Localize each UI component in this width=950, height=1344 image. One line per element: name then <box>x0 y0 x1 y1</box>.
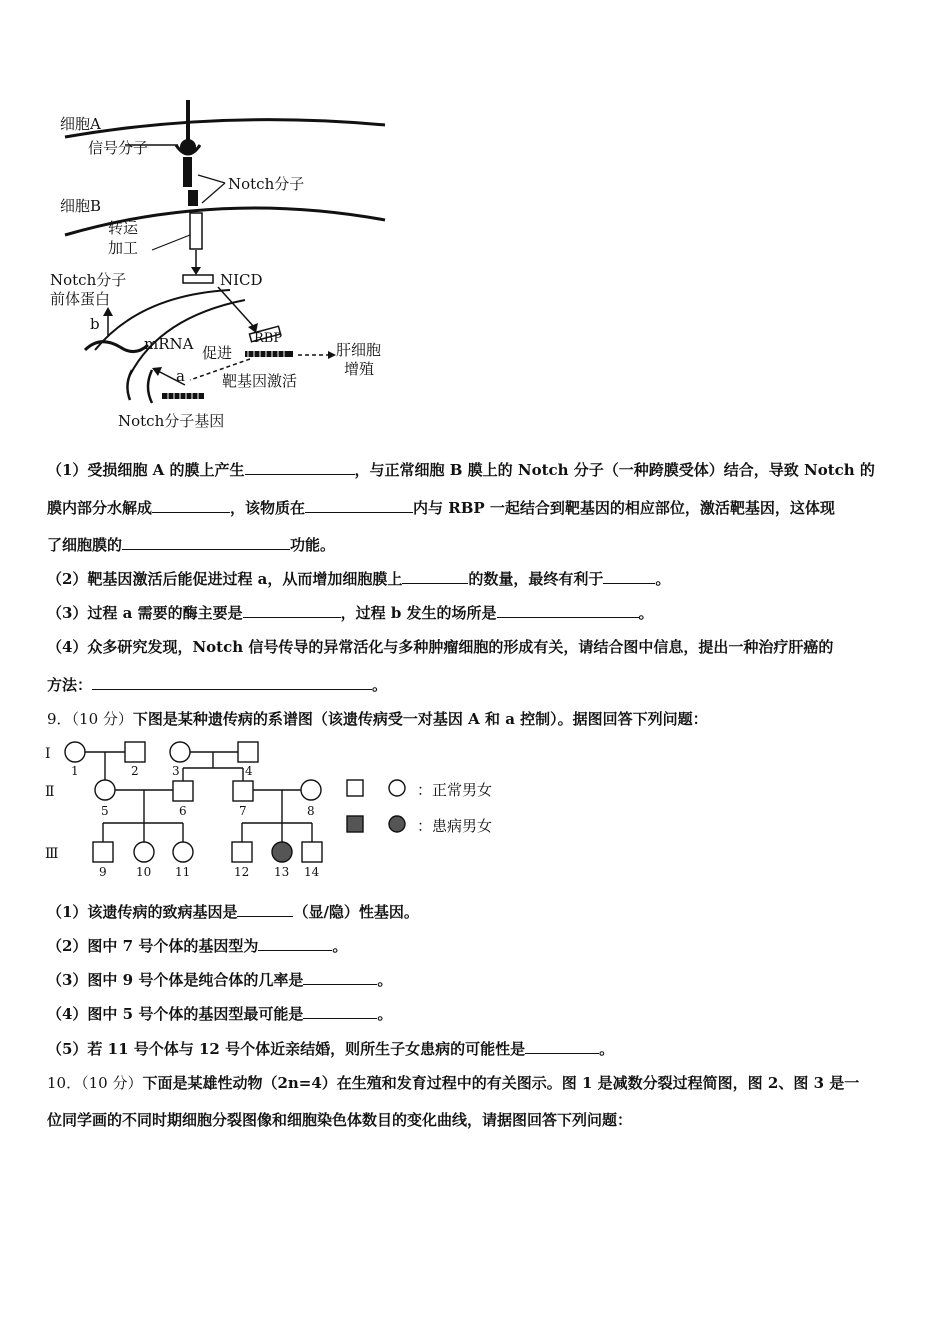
legend-normal-label: ：正常男女 <box>417 781 493 799</box>
label-rbp: RBP <box>254 331 283 346</box>
q10-stem-line2: 位同学画的不同时期细胞分裂图像和细胞染色体数目的变化曲线，请据图回答下列问题： <box>47 1111 633 1129</box>
label-b: b <box>90 315 100 333</box>
individual-12 <box>232 842 252 862</box>
q10-score: （10 分） <box>81 1074 143 1092</box>
legend-affected-label: ：患病男女 <box>417 817 493 835</box>
legend-affected-male <box>347 816 363 832</box>
label-cell-b: 细胞B <box>60 197 102 215</box>
individual-number: 7 <box>239 804 247 818</box>
pedigree-chart <box>45 738 525 883</box>
generation-label: Ⅲ <box>45 846 59 862</box>
individual-4 <box>238 742 258 762</box>
answer-blank[interactable] <box>237 902 293 917</box>
answer-blank[interactable] <box>92 675 372 690</box>
individual-number: 13 <box>274 865 290 879</box>
cell-a-membrane <box>65 120 385 137</box>
rbp-dna <box>245 351 293 357</box>
individual-number: 9 <box>99 865 107 879</box>
individual-number: 5 <box>101 804 109 818</box>
q8-p1-line1: （1）受损细胞 A 的膜上产生 ，与正常细胞 B 膜上的 Notch 分子（一种跨膜受体）结合，导致 Notch 的 <box>47 461 875 479</box>
label-liver-2: 增殖 <box>344 360 375 378</box>
q9-score: （10 分） <box>71 710 133 728</box>
answer-blank[interactable] <box>303 970 377 985</box>
notch-joint <box>188 190 198 206</box>
individual-7 <box>233 781 253 801</box>
q9-stem-text: 下图是某种遗传病的系谱图（该遗传病受一对基因 A 和 a 控制）。据图回答下列问题： <box>132 710 708 728</box>
label-process: 加工 <box>108 239 139 257</box>
individual-6 <box>173 781 193 801</box>
label-promote: 促进 <box>202 344 233 362</box>
individual-11 <box>173 842 193 862</box>
individual-number: 11 <box>175 865 191 879</box>
legend-affected-female <box>389 816 405 832</box>
label-transport: 转运 <box>108 219 139 237</box>
pedigree-art <box>45 738 525 883</box>
generation-label: Ⅰ <box>45 746 51 762</box>
individual-1 <box>65 742 85 762</box>
q8-p4-line2: 方法： 。 <box>47 676 388 694</box>
label-nicd: NICD <box>220 271 263 289</box>
individual-number: 8 <box>307 804 315 818</box>
answer-blank[interactable] <box>303 1004 377 1019</box>
q9-p3: （3）图中 9 号个体是纯合体的几率是 。 <box>47 971 393 989</box>
label-gene: Notch分子基因 <box>118 412 225 430</box>
label-notch: Notch分子 <box>228 175 305 193</box>
answer-blank[interactable] <box>305 498 413 513</box>
label-precursor-1: Notch分子 <box>50 271 127 289</box>
individual-3 <box>170 742 190 762</box>
answer-blank[interactable] <box>152 498 230 513</box>
legend-normal-female <box>389 780 405 796</box>
individual-number: 2 <box>131 764 139 778</box>
mrna-strand <box>85 342 148 352</box>
individual-number: 14 <box>304 865 320 879</box>
label-precursor-2: 前体蛋白 <box>50 290 111 308</box>
q9-p5: （5）若 11 号个体与 12 号个体近亲结婚，则所生子女患病的可能性是 。 <box>47 1040 615 1058</box>
q9-p1: （1）该遗传病的致病基因是 （显/隐）性基因。 <box>47 903 419 921</box>
answer-blank[interactable] <box>525 1039 599 1054</box>
q9-stem <box>47 709 708 729</box>
label-cell-a: 细胞A <box>60 115 101 133</box>
q9-number: 9． <box>47 710 72 728</box>
q10-stem-line1: 10．（10 分）下面是某雄性动物（2n=4）在生殖和发育过程中的有关图示。图 1 是减数分裂过程简图，图 2、图 3 是一 <box>47 1074 860 1092</box>
individual-number: 12 <box>234 865 250 879</box>
nicd-shape <box>183 275 213 283</box>
label-target: 靶基因激活 <box>222 372 298 390</box>
individual-13 <box>272 842 292 862</box>
notch-upper <box>183 157 192 187</box>
answer-blank[interactable] <box>258 936 332 951</box>
individual-number: 4 <box>245 764 253 778</box>
answer-blank[interactable] <box>402 569 468 584</box>
individual-5 <box>95 780 115 800</box>
label-mrna: mRNA <box>144 335 194 353</box>
answer-blank[interactable] <box>122 535 290 550</box>
generation-label: Ⅱ <box>45 784 55 800</box>
individual-number: 3 <box>172 764 180 778</box>
q9-p4: （4）图中 5 号个体的基因型最可能是 。 <box>47 1005 393 1023</box>
label-signal: 信号分子 <box>88 139 149 157</box>
label-liver-1: 肝细胞 <box>336 341 382 359</box>
q8-p1-line3: 了细胞膜的 功能。 <box>47 536 336 554</box>
individual-9 <box>93 842 113 862</box>
answer-blank[interactable] <box>243 603 341 618</box>
notch-lower <box>190 213 202 249</box>
q9-p2: （2）图中 7 号个体的基因型为 。 <box>47 937 348 955</box>
q8-p2: （2）靶基因激活后能促进过程 a，从而增加细胞膜上 的数量，最终有利于 。 <box>47 570 671 588</box>
individual-10 <box>134 842 154 862</box>
individual-number: 10 <box>136 865 152 879</box>
label-a: a <box>176 367 185 385</box>
q8-p4-line1: （4）众多研究发现，Notch 信号传导的异常活化与多种肿瘤细胞的形成有关，请结合图中信息，提出一种治疗肝癌的 <box>47 638 834 656</box>
individual-14 <box>302 842 322 862</box>
individual-number: 6 <box>179 804 187 818</box>
individual-8 <box>301 780 321 800</box>
legend-normal-male <box>347 780 363 796</box>
q8-p1-line2: 膜内部分水解成 ，该物质在 内与 RBP 一起结合到靶基因的相应部位，激活靶基因，这体现 <box>47 499 835 517</box>
answer-blank[interactable] <box>603 569 655 584</box>
individual-number: 1 <box>71 764 79 778</box>
answer-blank[interactable] <box>497 603 639 618</box>
answer-blank[interactable] <box>245 460 355 475</box>
q10-number: 10． <box>47 1074 82 1092</box>
q8-p3: （3）过程 a 需要的酶主要是 ，过程 b 发生的场所是 。 <box>47 604 654 622</box>
notch-diagram <box>40 95 400 435</box>
individual-2 <box>125 742 145 762</box>
